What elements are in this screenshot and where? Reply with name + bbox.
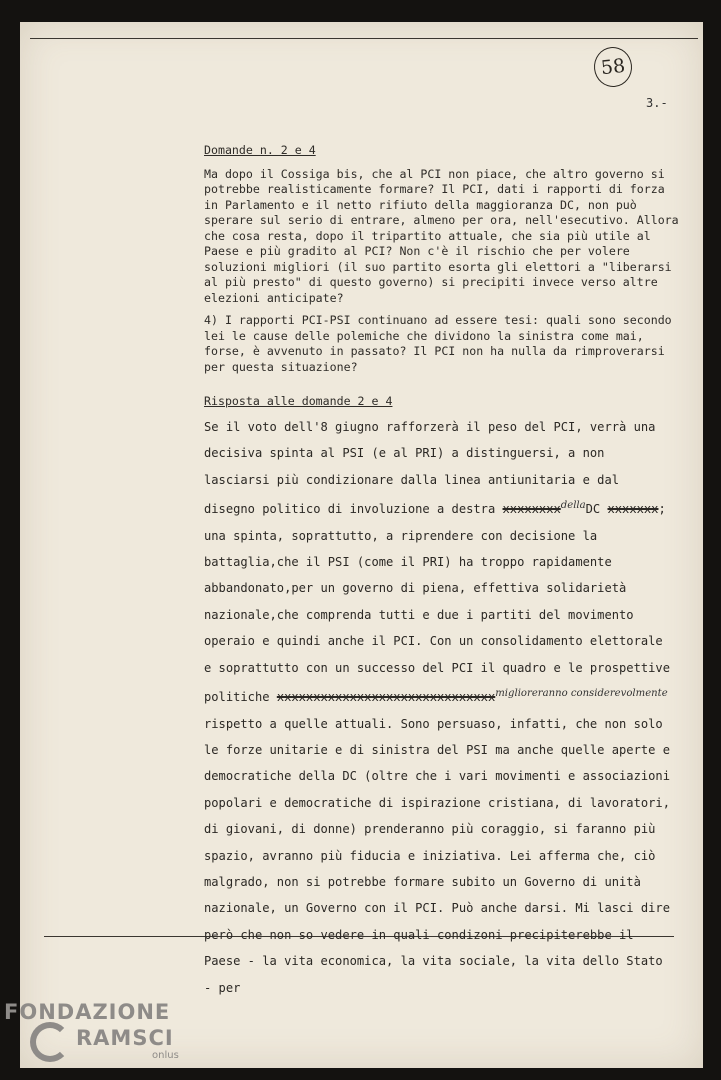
- answer-heading: Risposta alle domande 2 e 4: [204, 394, 393, 408]
- answer-dc: DC: [585, 502, 601, 517]
- page-stamp: 58: [592, 45, 634, 89]
- questions-block: [204, 143, 684, 375]
- struck-text-1: xxxxxxxx: [502, 502, 561, 517]
- handwritten-insertion-2: miglioreranno considerevolmente: [495, 688, 668, 700]
- answer-heading-block: [204, 394, 684, 410]
- struck-text-2: xxxxxxx: [607, 502, 659, 517]
- question-paragraph: Ma dopo il Cossiga bis, che al PCI non piace, che altro governo si potrebbe realisticamente formare? Il PCI, dati i rapporti di forza in Parlamento e il netto rifiuto della maggioranza DC, non può sperare sul serio di entrare, almeno per ora, nell'esecutivo. Allora che cosa resta, dopo il tripartito attuale, che sia più utile al Paese e più gradito al PCI? Non c'è il rischio che per volere soluzioni migliori (il suo partito esorta gli elettori a "liberarsi al più presto" di questo governo) si precipiti invece verso altre elezioni anticipate?: [204, 166, 679, 305]
- questions-heading: Domande n. 2 e 4: [204, 143, 316, 157]
- question-4: 4) I rapporti PCI-PSI continuano ad essere tesi: quali sono secondo lei le cause delle polemiche che dividono la sinistra come mai, forse, è avvenuto in passato? Il PCI non ha nulla da rimproverarsi per questa situazione?: [204, 313, 672, 374]
- answer-part-1: Se il voto dell'8 giugno rafforzerà il peso del PCI, verrà una decisiva spinta al PSI (e al PRI) a distinguersi, a non lasciarsi più condizionare dalla linea antiunitaria e dal disegno politico di involuzione a destra: [204, 420, 656, 517]
- struck-text-3: xxxxxxxxxxxxxxxxxxxxxxxxxxxxxx: [276, 690, 496, 705]
- watermark-line-2: RAMSCI: [76, 1026, 174, 1050]
- watermark-line-1: FONDAZIONE: [4, 1000, 171, 1024]
- fondazione-gramsci-watermark: [4, 1000, 179, 1061]
- answer-part-2: ; una spinta, soprattutto, a riprendere con decisione la battaglia,che il PSI (come il PRI) ha troppo rapidamente abbandonato,per un governo di piena, effettiva solidarietà nazionale,che comprenda tutti e due i partiti del movimento operaio e quindi anche il PCI. Con un consolidamento elettorale e soprattutto con un successo del PCI il quadro e le prospettive politiche: [204, 502, 670, 705]
- answer-part-3: rispetto a quelle attuali. Sono persuaso, infatti, che non solo le forze unitarie e di sinistra del PSI ma anche quelle aperte e democratiche della DC (oltre che i vari movimenti e associazioni popolari e democratiche di ispirazione cristiana, di lavoratori, di giovani, di donne) prenderanno più coraggio, si faranno più spazio, avranno più fiducia e iniziativa. Lei afferma che, ciò malgrado, non si potrebbe formare subito un Governo di unità nazionale, un Governo con il PCI. Può anche darsi. Mi lasci dire però che non so vedere in quali condizoni precipiterebbe il Paese - la vita economica, la vita sociale, la vita dello Stato - per: [204, 716, 670, 995]
- watermark-line-3: onlus: [152, 1050, 179, 1061]
- page-number: 3.-: [646, 96, 668, 110]
- top-rule: [30, 38, 698, 39]
- answer-paragraph: [204, 414, 674, 1001]
- gramsci-g-logo-icon: [30, 1022, 70, 1062]
- handwritten-insertion-1: della: [560, 500, 586, 512]
